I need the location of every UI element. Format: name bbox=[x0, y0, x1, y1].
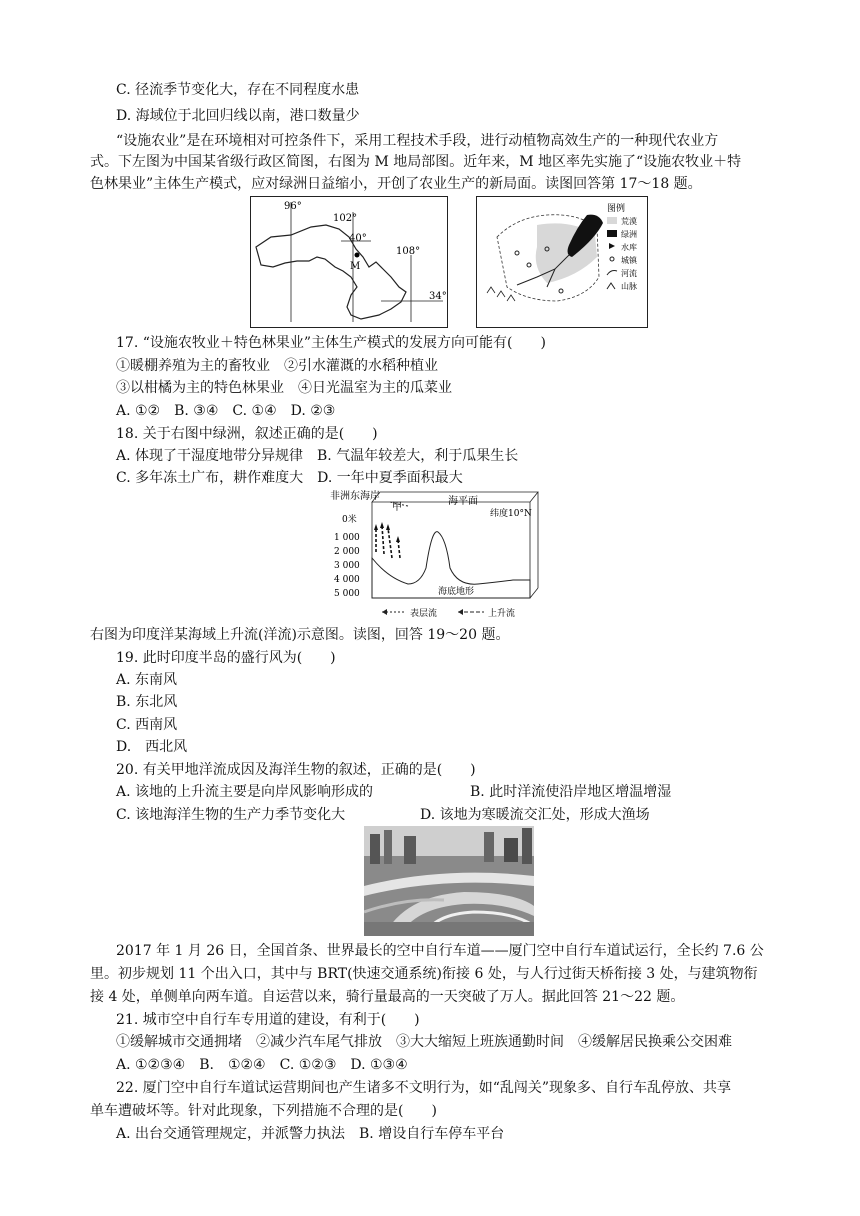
legend-mountain: 山脉 bbox=[621, 282, 637, 291]
question-19-d: D. 西北风 bbox=[116, 739, 188, 755]
skyway-photo bbox=[364, 826, 534, 936]
intro-17-18-line3: 色林果业”主体生产模式，应对绿洲日益缩小，开创了农业生产的新局面。读图回答第 17～18 题。 bbox=[90, 176, 702, 192]
point-m-marker bbox=[355, 253, 360, 258]
question-19-b: B. 东北风 bbox=[116, 694, 178, 710]
lat-34-label: 34° bbox=[429, 291, 447, 302]
question-19: 19. 此时印度半岛的盛行风为( ) bbox=[116, 650, 336, 666]
sea-level-label: 海平面 bbox=[448, 496, 478, 507]
question-19-a: A. 东南风 bbox=[116, 672, 178, 688]
question-22-line2: 单车遭破坏等。针对此现象，下列措施不合理的是( ) bbox=[90, 1103, 437, 1119]
lon-108-label: 108° bbox=[396, 246, 421, 257]
depth-0: 0米 bbox=[342, 515, 357, 525]
question-18-cd: C. 多年冻土广布，耕作难度大 D. 一年中夏季面积最大 bbox=[116, 470, 463, 486]
depth-3000: 3 000 bbox=[334, 561, 360, 571]
oasis-map bbox=[476, 196, 648, 328]
jia-label: 甲 bbox=[392, 502, 402, 513]
legend-oasis: 绿洲 bbox=[621, 230, 637, 239]
point-m-label: M bbox=[350, 261, 361, 272]
question-17-answers: A. ①② B. ③④ C. ①④ D. ②③ bbox=[116, 403, 336, 419]
upwelling-label: 上升流 bbox=[488, 609, 516, 619]
question-18-ab: A. 体现了干湿度地带分异规律 B. 气温年较差大，利于瓜果生长 bbox=[116, 448, 519, 464]
latitude-label: 纬度10°N bbox=[490, 509, 532, 519]
depth-1000: 1 000 bbox=[334, 533, 360, 543]
legend-reservoir: 水库 bbox=[621, 243, 637, 252]
question-20-d: D. 该地为寒暖流交汇处，形成大渔场 bbox=[420, 807, 650, 823]
question-21-answers: A. ①②③④ B. ①②④ C. ①②③ D. ①③④ bbox=[116, 1057, 408, 1073]
legend-desert: 荒漠 bbox=[621, 217, 637, 226]
question-20-c: C. 该地海洋生物的生产力季节变化大 bbox=[116, 807, 346, 823]
lon-96-label: 96° bbox=[284, 201, 302, 212]
depth-4000: 4 000 bbox=[334, 575, 360, 585]
question-17-opts2: ③以柑橘为主的特色林果业 ④日光温室为主的瓜菜业 bbox=[116, 380, 452, 396]
coast-label: 非洲东海岸 bbox=[330, 491, 380, 502]
lon-102-label: 102° bbox=[333, 213, 358, 224]
question-21-opts: ①缓解城市交通拥堵 ②减少汽车尾气排放 ③大大缩短上班族通勤时间 ④缓解居民换乘公交困难 bbox=[116, 1034, 732, 1050]
intro-19-20: 右图为印度洋某海域上升流(洋流)示意图。读图，回答 19～20 题。 bbox=[90, 627, 510, 643]
legend-town: 城镇 bbox=[621, 256, 637, 265]
question-20-b: B. 此时洋流使沿岸地区增温增湿 bbox=[470, 784, 672, 800]
upwelling-diagram bbox=[328, 488, 546, 622]
intro-21-22: 2017 年 1 月 26 日，全国首条、世界最长的空中自行车道——厦门空中自行车道试运行，全长约 7.6 公 bbox=[116, 943, 764, 959]
intro-21-22-line2: 里。初步规划 11 个出入口，其中与 BRT(快速交通系统)衔接 6 处，与人行过街天桥衔接 3 处，与建筑物衔 bbox=[90, 966, 758, 982]
question-22: 22. 厦门空中自行车道试运营期间也产生诸多不文明行为，如“乱闯关”现象多、自行车乱停放、共享 bbox=[116, 1080, 732, 1096]
province-map bbox=[250, 196, 448, 328]
intro-17-18-line2: 式。下左图为中国某省级行政区简图，右图为 M 地局部图。近年来，M 地区率先实施了“设施农牧业＋特 bbox=[90, 154, 742, 170]
intro-21-22-line3: 接 4 处，单侧单向两车道。自运营以来，骑行量最高的一天突破了万人。据此回答 21～22 题。 bbox=[90, 989, 685, 1005]
question-20: 20. 有关甲地洋流成因及海洋生物的叙述，正确的是( ) bbox=[116, 762, 476, 778]
option-16d: D. 海域位于北回归线以南，港口数量少 bbox=[116, 108, 360, 124]
depth-5000: 5 000 bbox=[334, 589, 360, 599]
option-16c: C. 径流季节变化大，存在不同程度水患 bbox=[116, 82, 360, 98]
intro-17-18: “设施农业”是在环境相对可控条件下，采用工程技术手段，进行动植物高效生产的一种现代农业方 bbox=[116, 133, 719, 149]
question-18: 18. 关于右图中绿洲，叙述正确的是( ) bbox=[116, 426, 378, 442]
surface-flow-label: 表层流 bbox=[410, 609, 438, 619]
question-21: 21. 城市空中自行车专用道的建设，有利于( ) bbox=[116, 1012, 420, 1028]
seabed-label: 海底地形 bbox=[438, 587, 475, 597]
legend-title: 图例 bbox=[607, 204, 626, 214]
depth-2000: 2 000 bbox=[334, 547, 360, 557]
question-19-c: C. 西南风 bbox=[116, 717, 178, 733]
question-20-a: A. 该地的上升流主要是向岸风影响形成的 bbox=[116, 784, 374, 800]
question-17: 17. “设施农牧业＋特色林果业”主体生产模式的发展方向可能有( ) bbox=[116, 335, 546, 351]
question-22-ab: A. 出台交通管理规定，并派警力执法 B. 增设自行车停车平台 bbox=[116, 1126, 505, 1142]
legend-river: 河流 bbox=[621, 269, 637, 278]
question-17-opts1: ①暖棚养殖为主的畜牧业 ②引水灌溉的水稻种植业 bbox=[116, 358, 438, 374]
lat-40-label: 40° bbox=[349, 233, 367, 244]
